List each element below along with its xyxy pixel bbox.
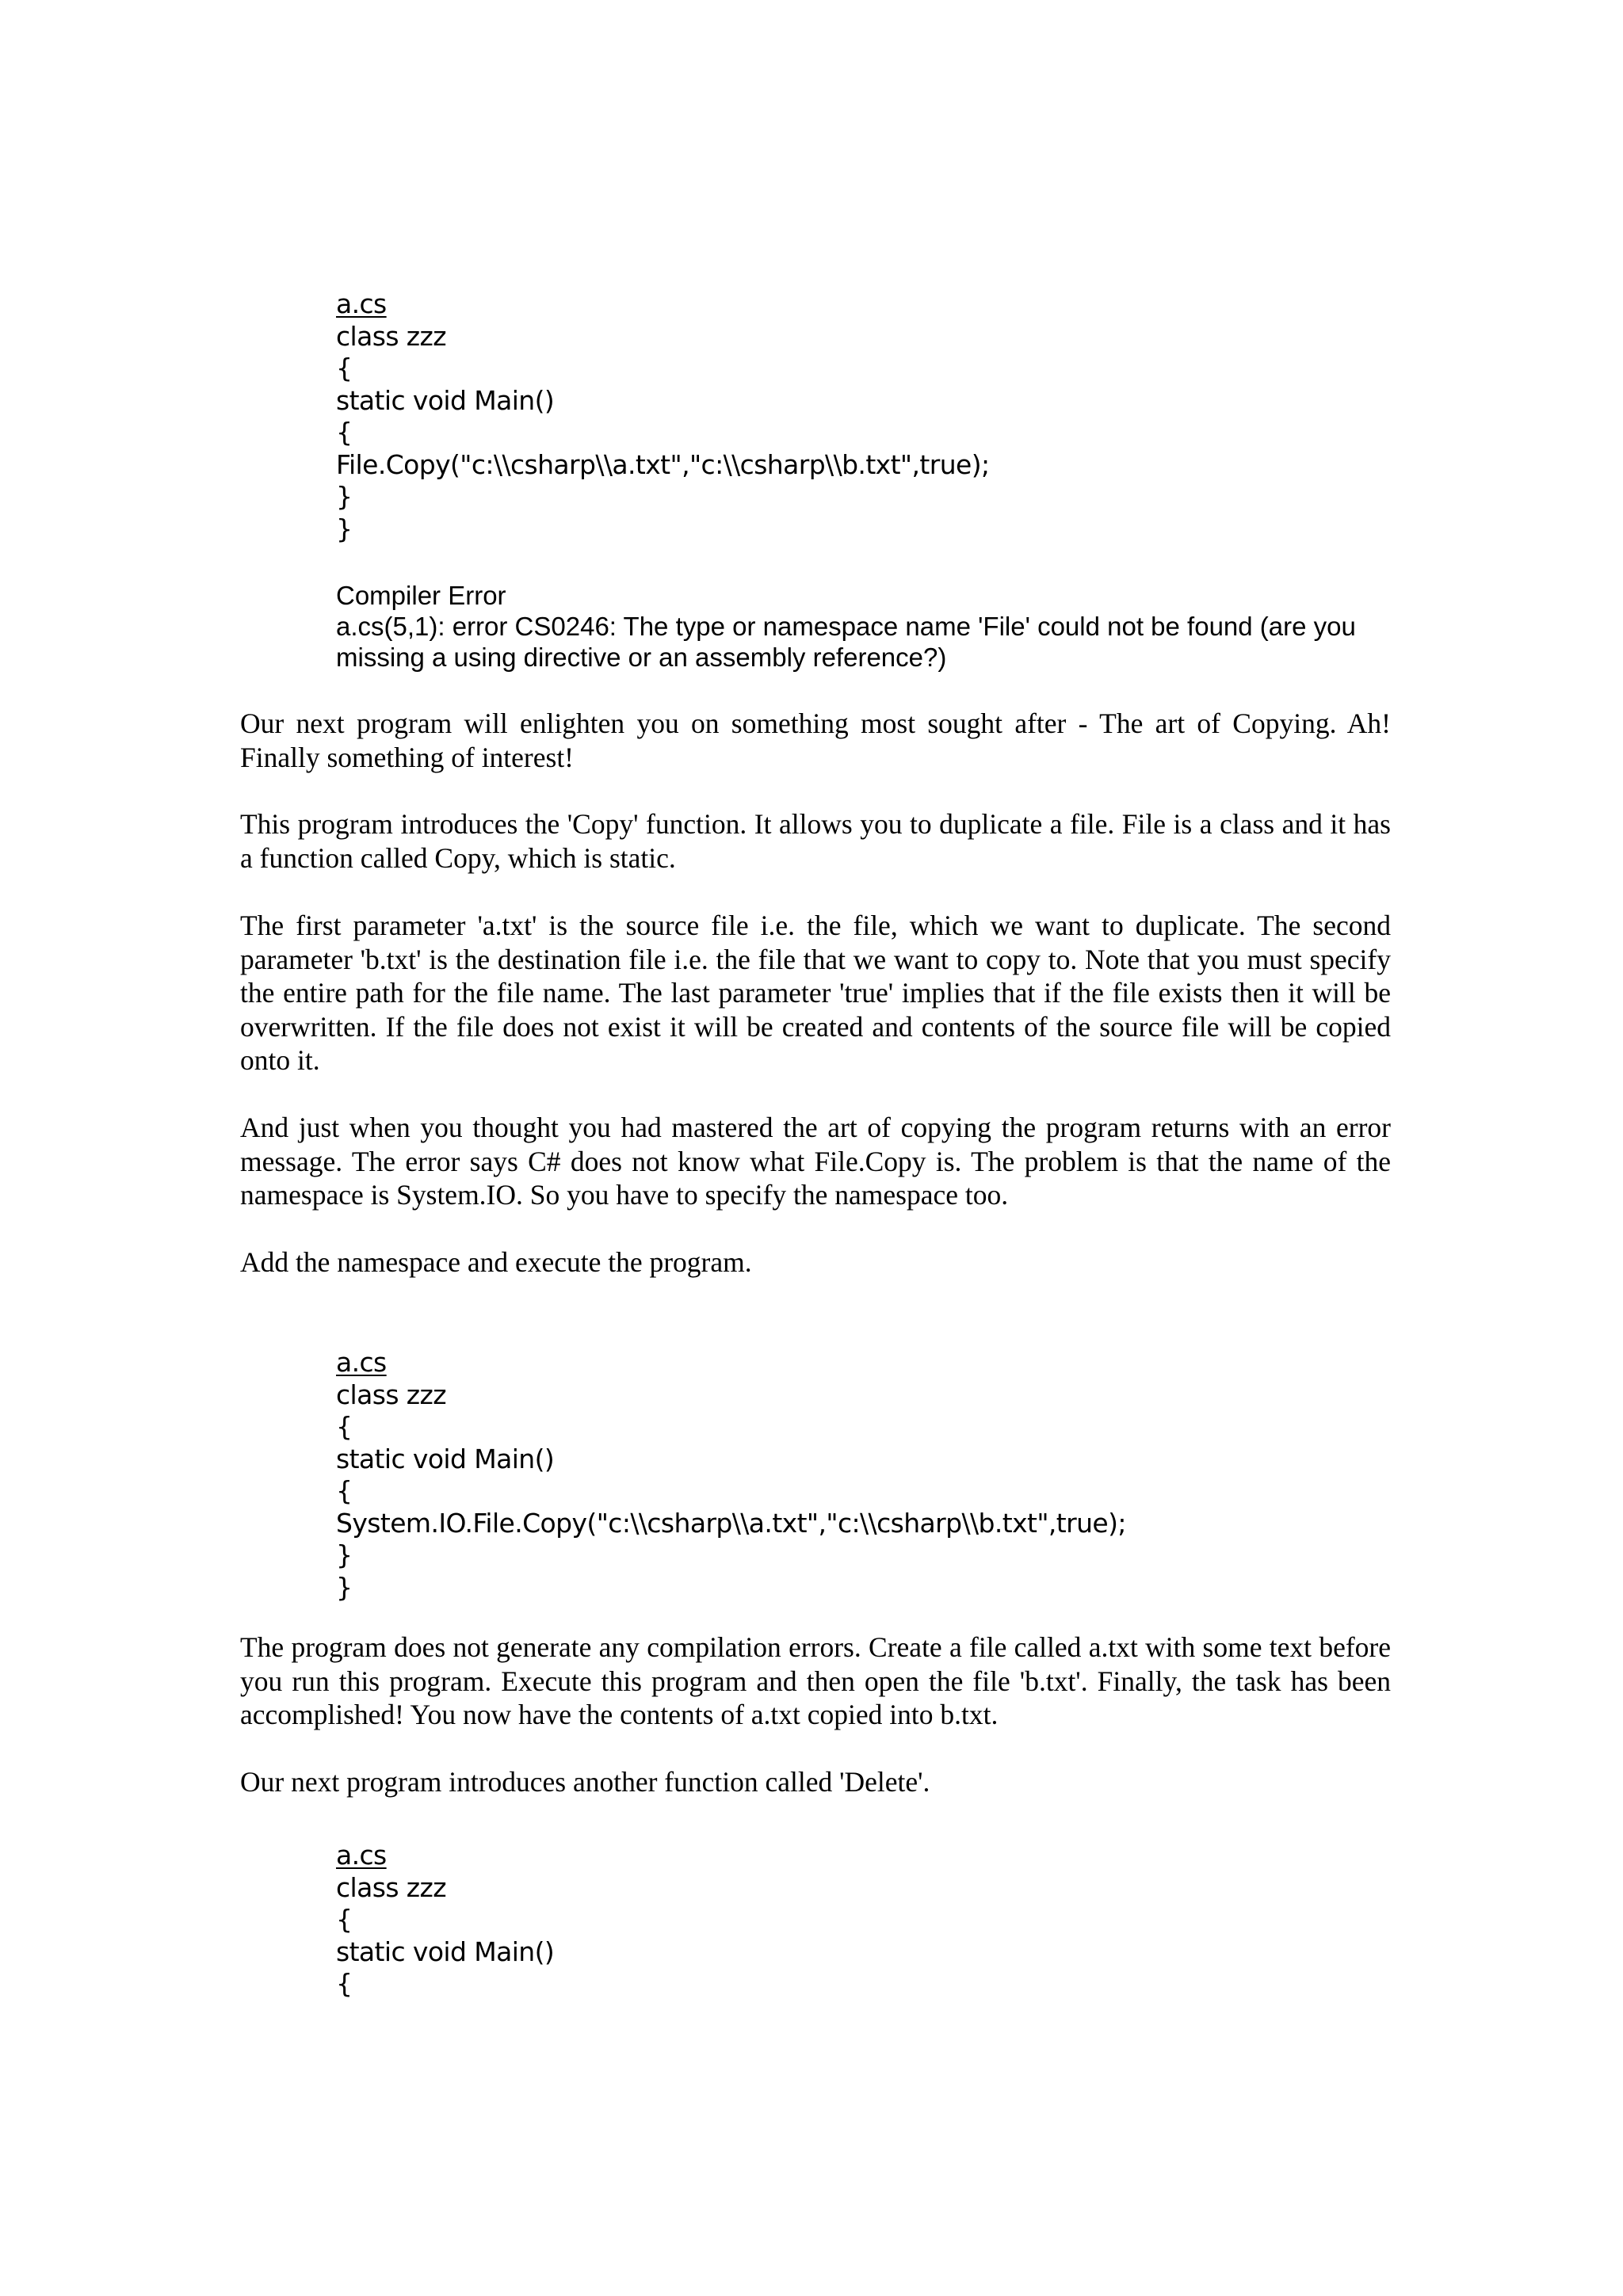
paragraph: The program does not generate any compilation errors. Create a file called a.txt with some text before you run this program. Execute this program and then open the file 'b.txt'. Finally, the task has been accomplished! You now have the contents of a.txt copied into b.txt. [240,1631,1391,1730]
code-line: { [336,1968,353,1999]
code-line: } [336,481,353,512]
paragraph: The first parameter 'a.txt' is the source file i.e. the file, which we want to duplicate. The second parameter 'b.txt' is the destination file i.e. the file that we want to copy to. Note that you must specify the entire path for the file name. The last parameter 'true' implies that if the file exists then it will be overwritten. If the file does not exist it will be created and contents of the source file will be copied onto it. [240,910,1391,1076]
code-line: } [336,1539,353,1570]
code-line: static void Main() [336,1443,555,1474]
code-line: { [336,417,353,448]
code-line: class zzz [336,1379,446,1410]
code-line: static void Main() [336,1936,555,1967]
compiler-error-block [336,580,1398,673]
paragraph: This program introduces the 'Copy' function. It allows you to duplicate a file. File is a class and it has a function called Copy, which is static. [240,808,1391,874]
code-filename: a.cs [336,1347,387,1378]
code-block-system-io-copy [336,1347,1525,1604]
code-line: { [336,1475,353,1506]
paragraph: And just when you thought you had mastered the art of copying the program returns with an error message. The error says C# does not know what File.Copy is. The problem is that the name of the namespace is System.IO. So you have to specify the namespace too. [240,1112,1391,1211]
paragraph: Our next program introduces another function called 'Delete'. [240,1766,930,1798]
code-line: class zzz [336,1871,446,1903]
code-line: { [336,1904,353,1935]
code-line: { [336,1411,353,1442]
compiler-error-heading: Compiler Error [336,581,506,610]
paragraph: Add the namespace and execute the program. [240,1246,752,1278]
code-line: File.Copy("c:\\csharp\\a.txt","c:\\csharp\\b.txt",true); [336,448,990,480]
code-line: static void Main() [336,384,555,416]
code-line: } [336,513,353,544]
code-filename: a.cs [336,288,387,319]
code-filename: a.cs [336,1840,387,1871]
code-line: class zzz [336,320,446,352]
code-line: } [336,1571,353,1603]
code-block-copy [336,288,1525,545]
code-line: { [336,353,353,383]
compiler-error-message: a.cs(5,1): error CS0246: The type or namespace name 'File' could not be found (are you [336,612,1356,641]
paragraph: Our next program will enlighten you on something most sought after - The art of Copying. Ah! Finally something of interest! [240,707,1391,773]
compiler-error-message: missing a using directive or an assembly reference?) [336,643,947,672]
code-line: System.IO.File.Copy("c:\\csharp\\a.txt","c:\\csharp\\b.txt",true); [336,1507,1126,1539]
code-block-delete [336,1840,1525,2000]
